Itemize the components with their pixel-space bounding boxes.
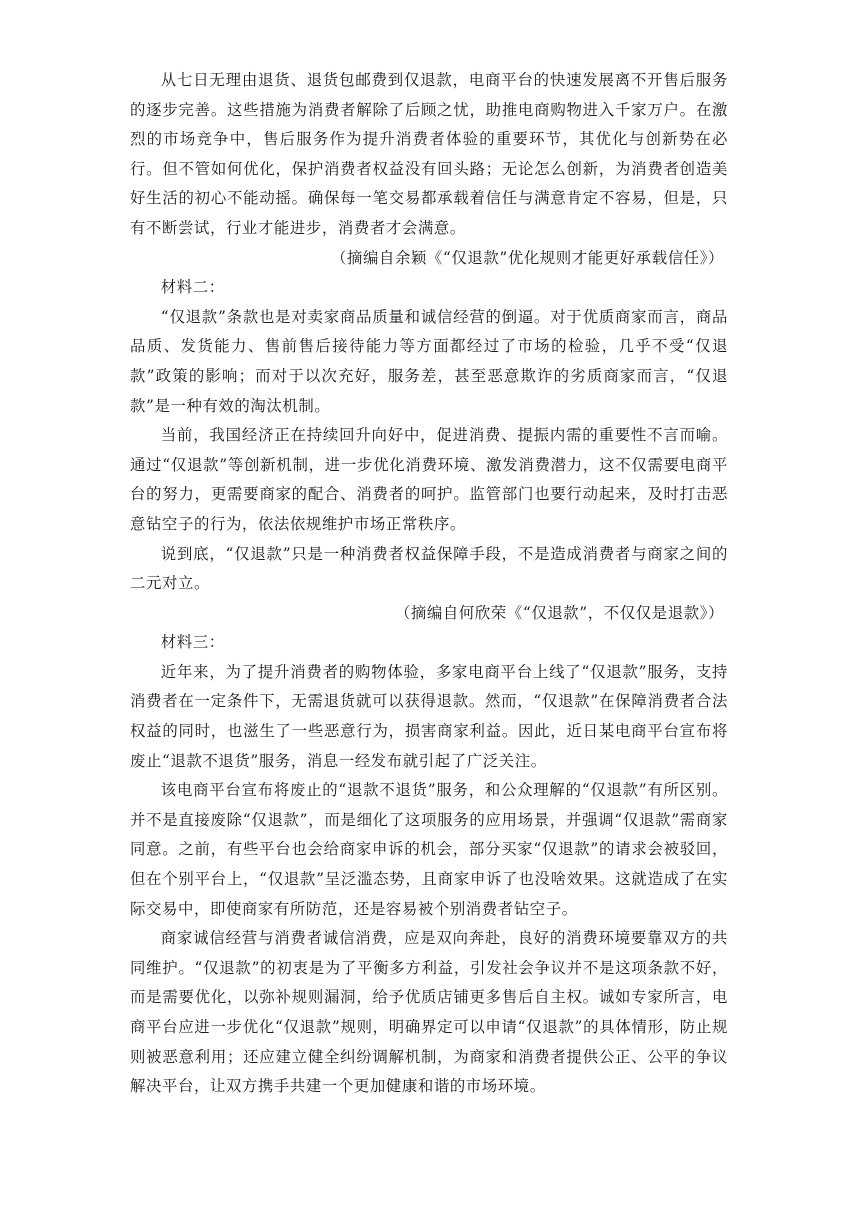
material-three-paragraph-2: 该电商平台宣布将废止的“退款不退货”服务，和公众理解的“仅退款”有所区别。并不是直接废除“仅退款”，而是细化了这项服务的应用场景，并强调“仅退款”需商家同意。之前，有些平台也会给商家申诉的机会，部分买家“仅退款”的请求会被驳回，但在个别平台上，“仅退款”呈泛滥态势，且商家申诉了也没啥效果。这就造成了在实际交易中，即使商家有所防范，还是容易被个别消费者钻空子。 [130,781,728,918]
material-two-label: 材料二： [160,278,225,297]
material-one [130,66,728,273]
material-two-source: （摘编自何欣荣《“仅退款”，不仅仅是退款》） [394,603,724,622]
material-three-paragraph-1: 近年来，为了提升消费者的购物体验，多家电商平台上线了“仅退款”服务，支持消费者在一定条件下，无需退货就可以获得退款。然而，“仅退款”在保障消费者合法权益的同时，也滋生了一些恶意行为，损害商家利益。因此，近日某电商平台宣布将废止“退款不退货”服务，消息一经发布就引起了广泛关注。 [130,662,728,770]
material-two-paragraph-1: “仅退款”条款也是对卖家商品质量和诚信经营的倒逼。对于优质商家而言，商品品质、发货能力、售前售后接待能力等方面都经过了市场的检验，几乎不受“仅退款”政策的影响；而对于以次充好，服务差，甚至恶意欺诈的劣质商家而言，“仅退款”是一种有效的淘汰机制。 [130,307,728,415]
material-two-paragraph-2: 当前，我国经济正在持续回升向好中，促进消费、提振内需的重要性不言而喻。通过“仅退款”等创新机制，进一步优化消费环境、激发消费潜力，这不仅需要电商平台的努力，更需要商家的配合、消费者的呵护。监管部门也要行动起来，及时打击恶意钻空子的行为，依法依规维护市场正常秩序。 [130,426,728,533]
material-one-source: （摘编自余颖《“仅退款”优化规则才能更好承载信任》） [330,248,724,267]
document-page [130,66,728,1102]
material-two [130,273,728,628]
material-two-paragraph-3: 说到底，“仅退款”只是一种消费者权益保障手段，不是造成消费者与商家之间的二元对立。 [130,544,728,593]
material-three [130,628,728,1102]
material-three-paragraph-3: 商家诚信经营与消费者诚信消费，应是双向奔赴，良好的消费环境要靠双方的共同维护。“仅退款”的初衷是为了平衡多方利益，引发社会争议并不是这项条款不好，而是需要优化，以弥补规则漏洞，给予优质店铺更多售后自主权。诚如专家所言，电商平台应进一步优化“仅退款”规则，明确界定可以申请“仅退款”的具体情形，防止规则被恶意利用；还应建立健全纠纷调解机制，为商家和消费者提供公正、公平的争议解决平台，让双方携手共建一个更加健康和谐的市场环境。 [130,929,728,1096]
material-three-label: 材料三： [160,633,225,652]
material-one-paragraph-1: 从七日无理由退货、退货包邮费到仅退款，电商平台的快速发展离不开售后服务的逐步完善。这些措施为消费者解除了后顾之忧，助推电商购物进入千家万户。在激烈的市场竞争中，售后服务作为提升消费者体验的重要环节，其优化与创新势在必行。但不管如何优化，保护消费者权益没有回头路；无论怎么创新，为消费者创造美好生活的初心不能动摇。确保每一笔交易都承载着信任与满意肯定不容易，但是，只有不断尝试，行业才能进步，消费者才会满意。 [130,71,728,237]
